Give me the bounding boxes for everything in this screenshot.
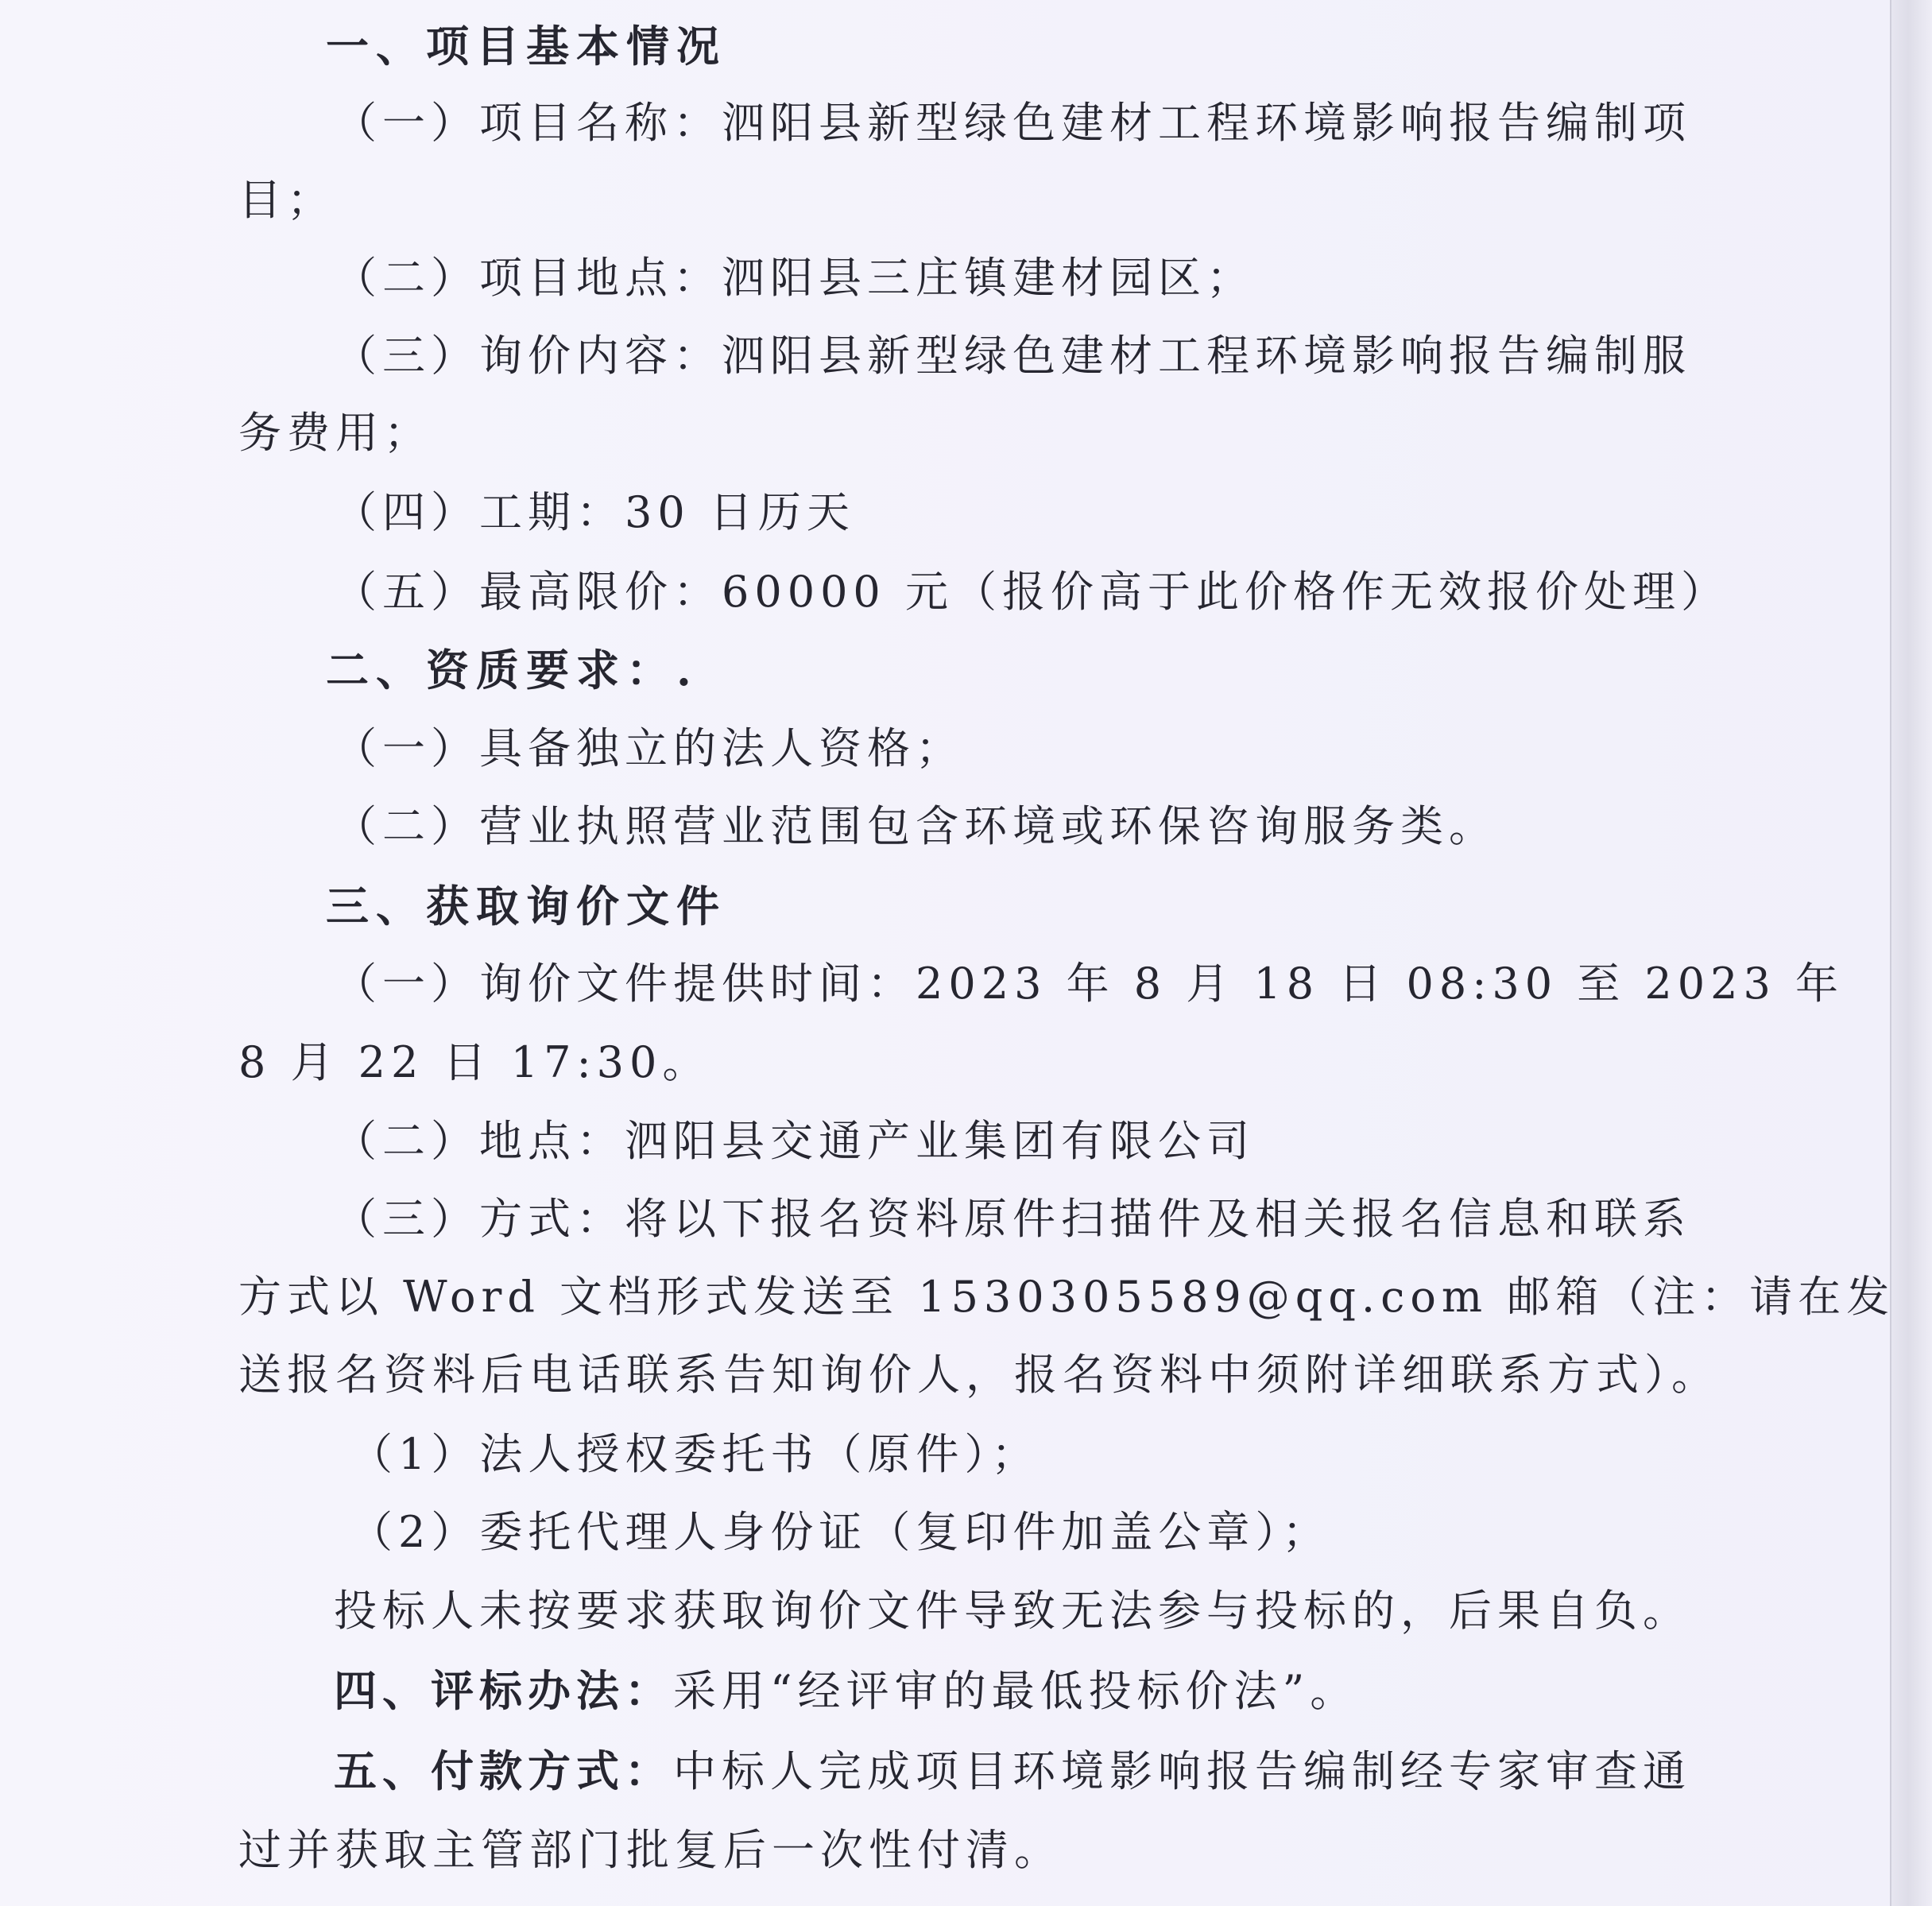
section3-sub2: （2）委托代理人身份证（复印件加盖公章）； bbox=[350, 1507, 1331, 1557]
section3-note: 投标人未按要求获取询价文件导致无法参与投标的，后果自负。 bbox=[334, 1586, 1691, 1636]
section1-item3-line2: 务费用； bbox=[238, 408, 432, 458]
section2-item2: （二）营业执照营业范围包含环境或环保咨询服务类。 bbox=[334, 801, 1497, 851]
section4-paragraph bbox=[334, 1659, 1358, 1722]
section5-paragraph bbox=[334, 1739, 1691, 1803]
section3-item3-line2: 方式以 Word 文档形式发送至 1530305589@qq.com 邮箱（注：请在发 bbox=[238, 1272, 1895, 1322]
section1-item4: （四）工期：30 日历天 bbox=[334, 487, 855, 537]
section5-text-line2: 过并获取主管部门批复后一次性付清。 bbox=[238, 1825, 1063, 1875]
section1-heading: 一、项目基本情况 bbox=[326, 21, 726, 72]
section4-text: 采用“经评审的最低投标价法”。 bbox=[673, 1666, 1359, 1716]
section3-item1-line1: （一）询价文件提供时间：2023 年 8 月 18 日 08:30 至 2023 年 bbox=[334, 959, 1845, 1009]
section2-heading: 二、资质要求：. bbox=[326, 645, 699, 695]
page-edge-shadow bbox=[1890, 0, 1932, 1906]
section3-item3-line1: （三）方式：将以下报名资料原件扫描件及相关报名信息和联系 bbox=[334, 1194, 1691, 1244]
section1-item1-line1: （一）项目名称：泗阳县新型绿色建材工程环境影响报告编制项 bbox=[334, 98, 1691, 148]
section3-item1-line2: 8 月 22 日 17:30。 bbox=[238, 1037, 711, 1087]
section1-item2: （二）项目地点：泗阳县三庄镇建材园区； bbox=[334, 253, 1255, 303]
section3-heading: 三、获取询价文件 bbox=[326, 881, 726, 932]
section3-sub1: （1）法人授权委托书（原件）； bbox=[350, 1429, 1040, 1479]
section3-item2: （二）地点：泗阳县交通产业集团有限公司 bbox=[334, 1116, 1255, 1166]
section1-item3-line1: （三）询价内容：泗阳县新型绿色建材工程环境影响报告编制服 bbox=[334, 331, 1691, 381]
section2-item1: （一）具备独立的法人资格； bbox=[334, 723, 964, 773]
section1-item1-line2: 目； bbox=[238, 175, 335, 225]
section5-text-line1: 中标人完成项目环境影响报告编制经专家审查通 bbox=[673, 1746, 1691, 1796]
section3-item3-line3: 送报名资料后电话联系告知询价人，报名资料中须附详细联系方式）。 bbox=[238, 1350, 1720, 1400]
section5-label: 五、付款方式： bbox=[334, 1745, 673, 1796]
section4-label: 四、评标办法： bbox=[334, 1665, 673, 1716]
section1-item5: （五）最高限价：60000 元（报价高于此价格作无效报价处理） bbox=[334, 567, 1729, 617]
